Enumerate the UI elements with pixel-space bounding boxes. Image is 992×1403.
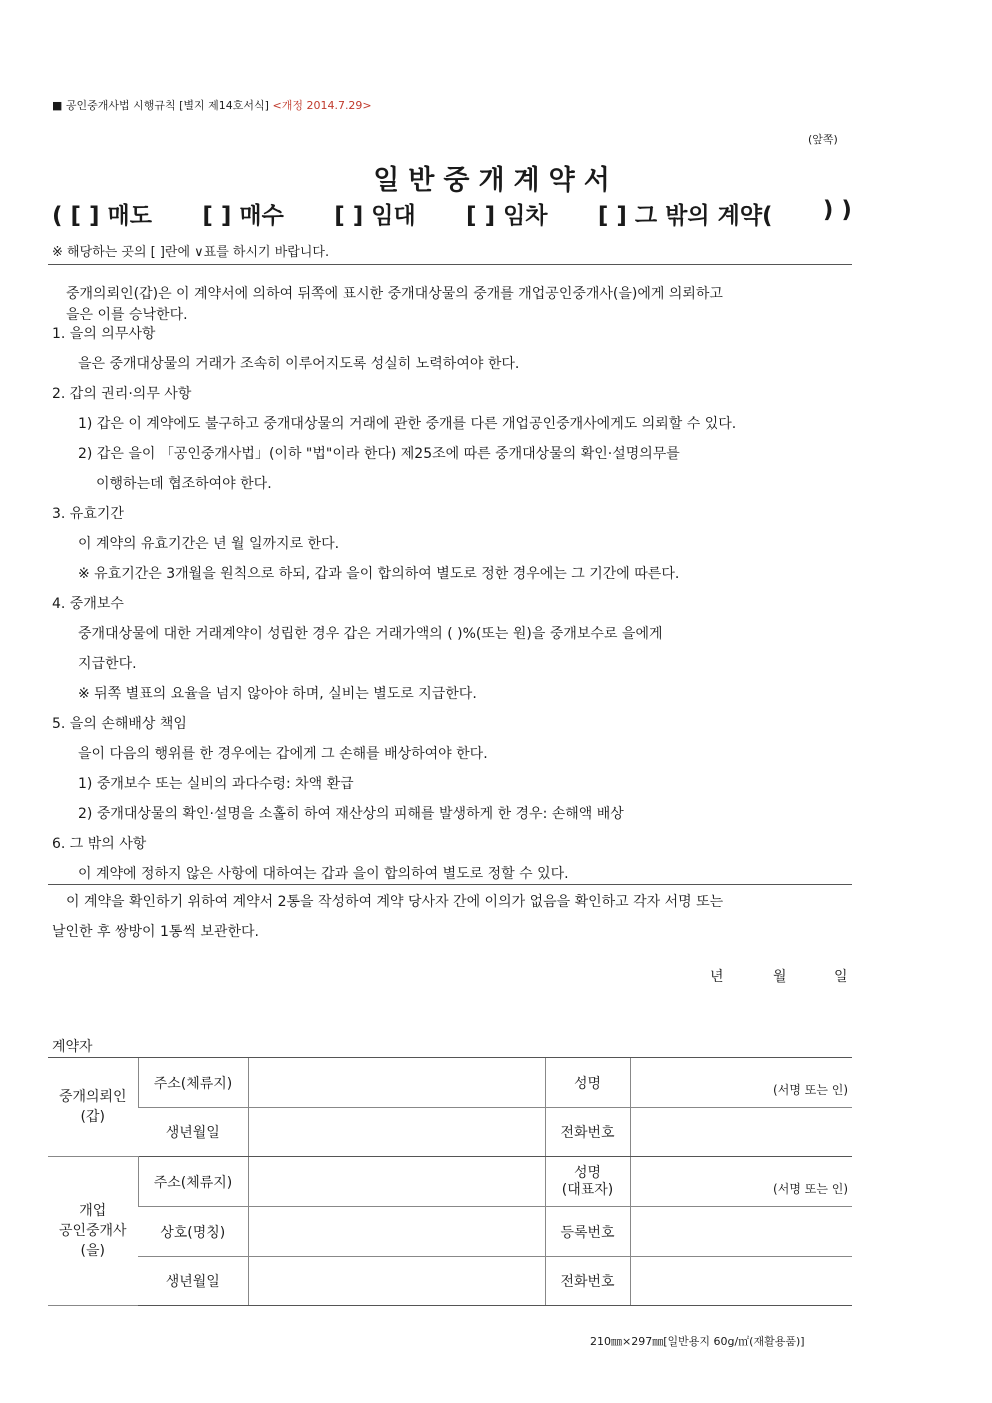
law-reference: ■ 공인중개사법 시행규칙 [별지 제14호서식] <box>52 99 269 112</box>
paper-spec: 210㎜×297㎜[일반용지 60g/㎡(재활용품)] <box>590 1335 805 1348</box>
term-line: 1. 을의 의무사항 <box>52 326 156 342</box>
term-line: 2) 중개대상물의 확인·설명을 소홀히 하여 재산상의 피해를 발생하게 한 경우: 손해액 배상 <box>78 806 624 822</box>
term-line: 3. 유효기간 <box>52 506 124 522</box>
party-a-sign-label: (서명 또는 인) <box>773 1083 848 1097</box>
confirm-line: 이 계약을 확인하기 위하여 계약서 2통을 작성하여 계약 당사자 간에 이의가 없음을 확인하고 각자 서명 또는 <box>66 894 724 910</box>
party-b-address-label: 주소(체류지) <box>138 1157 248 1207</box>
party-b-reg-field[interactable] <box>630 1207 852 1257</box>
party-a-address-label: 주소(체류지) <box>138 1058 248 1108</box>
contract-type-options <box>52 197 852 230</box>
term-line: 을이 다음의 행위를 한 경우에는 갑에게 그 손해를 배상하여야 한다. <box>78 746 488 762</box>
party-a-birth-field[interactable] <box>248 1108 545 1157</box>
party-b-phone-field[interactable] <box>630 1257 852 1306</box>
term-line: 1) 갑은 이 계약에도 불구하고 중개대상물의 거래에 관한 중개를 다른 개업공인중개사에게도 의뢰할 수 있다. <box>78 416 737 432</box>
party-a-phone-field[interactable] <box>630 1108 852 1157</box>
term-line: 이행하는데 협조하여야 한다. <box>96 476 272 492</box>
date-year-label: 년 <box>710 969 724 985</box>
instruction-note: ※ 해당하는 곳의 [ ]란에 ∨표를 하시기 바랍니다. <box>52 245 330 260</box>
party-a-name-label: 성명 <box>545 1058 630 1108</box>
party-b-birth-field[interactable] <box>248 1257 545 1306</box>
term-line: 지급한다. <box>78 656 137 672</box>
party-a-birth-label: 생년월일 <box>138 1108 248 1157</box>
party-b-address-field[interactable] <box>248 1157 545 1207</box>
option-rent[interactable]: [ ] 임차 <box>466 203 548 229</box>
party-b-firm-label: 상호(명칭) <box>138 1207 248 1257</box>
term-line: ※ 뒤쪽 별표의 요율을 넘지 않아야 하며, 실비는 별도로 지급한다. <box>78 686 477 702</box>
term-line: 5. 을의 손해배상 책임 <box>52 716 187 732</box>
party-b-reg-label: 등록번호 <box>545 1207 630 1257</box>
date-month-label: 월 <box>773 969 787 985</box>
party-a-name-field[interactable] <box>630 1058 852 1108</box>
term-line: 을은 중개대상물의 거래가 조속히 이루어지도록 성실히 노력하여야 한다. <box>78 356 520 372</box>
term-line: 6. 그 밖의 사항 <box>52 836 147 852</box>
party-a-label: 중개의뢰인 (갑) <box>48 1058 138 1157</box>
option-other[interactable]: [ ] 그 밖의 계약( <box>597 203 773 229</box>
party-b-label: 개업 공인중개사 (을) <box>48 1157 138 1306</box>
term-line: 이 계약에 정하지 않은 사항에 대하여는 갑과 을이 합의하여 별도로 정할 수 있다. <box>78 866 569 882</box>
date-day-label: 일 <box>834 969 848 985</box>
term-line: 4. 중개보수 <box>52 596 124 612</box>
divider-top <box>48 264 852 265</box>
term-line: ※ 유효기간은 3개월을 원칙으로 하되, 갑과 을이 합의하여 별도로 정한 경우에는 그 기간에 따른다. <box>78 566 680 582</box>
contractor-label: 계약자 <box>52 1039 93 1055</box>
party-b-phone-label: 전화번호 <box>545 1257 630 1306</box>
form-header <box>52 97 372 113</box>
option-lease[interactable]: [ ] 임대 <box>334 203 416 229</box>
term-line: 중개의뢰인(갑)은 이 계약서에 의하여 뒤쪽에 표시한 중개대상물의 중개를 개업공인중개사(을)에게 의뢰하고 <box>66 286 723 302</box>
confirm-line: 날인한 후 쌍방이 1통씩 보관한다. <box>52 924 259 940</box>
option-sale[interactable]: ( [ ] 매도 <box>52 203 152 229</box>
party-b-name-field[interactable] <box>630 1157 852 1207</box>
divider-bottom <box>48 884 852 885</box>
party-b-birth-label: 생년월일 <box>138 1257 248 1306</box>
party-a-phone-label: 전화번호 <box>545 1108 630 1157</box>
party-b-firm-field[interactable] <box>248 1207 545 1257</box>
contractor-table <box>48 1057 852 1306</box>
page-side-label: (앞쪽) <box>808 133 838 146</box>
term-line: 1) 중개보수 또는 실비의 과다수령: 차액 환급 <box>78 776 354 792</box>
revision-date: <개정 2014.7.29> <box>272 99 372 112</box>
term-line: 을은 이를 승낙한다. <box>66 307 188 323</box>
term-line: 2. 갑의 권리·의무 사항 <box>52 386 192 402</box>
option-purchase[interactable]: [ ] 매수 <box>202 203 284 229</box>
party-a-address-field[interactable] <box>248 1058 545 1108</box>
party-b-name-label: 성명 (대표자) <box>545 1157 630 1207</box>
party-b-sign-label: (서명 또는 인) <box>773 1182 848 1196</box>
term-line: 이 계약의 유효기간은 년 월 일까지로 한다. <box>78 536 340 552</box>
option-other-close: ) ) <box>822 197 852 223</box>
term-line: 2) 갑은 을이 「공인중개사법」(이하 "법"이라 한다) 제25조에 따른 중개대상물의 확인·설명의무를 <box>78 446 680 462</box>
term-line: 중개대상물에 대한 거래계약이 성립한 경우 갑은 거래가액의 ( )%(또는 원)을 중개보수로 을에게 <box>78 626 663 642</box>
document-title: 일반중개계약서 <box>373 165 619 196</box>
